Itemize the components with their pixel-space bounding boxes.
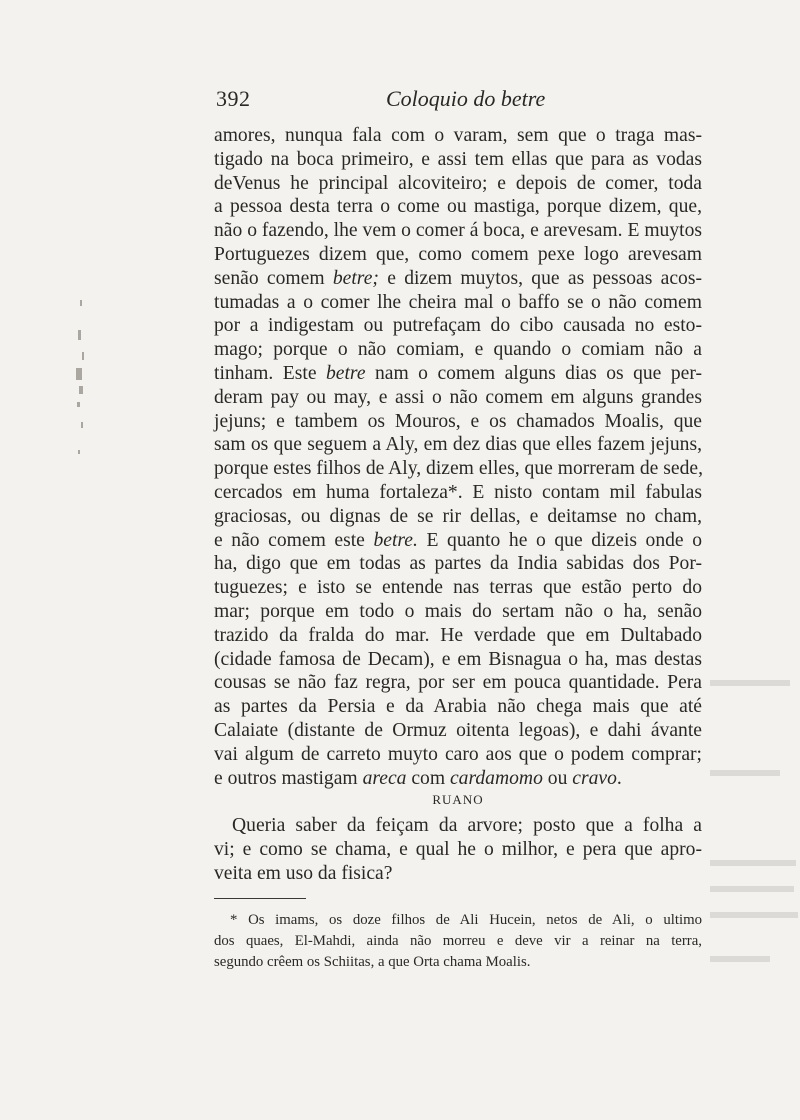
text-line: vi; e como se chama, e qual he o milhor, e pera que apro-	[214, 839, 702, 860]
text-line: amores, nunqua fala com o varam, sem que o traga mas-	[214, 125, 702, 146]
text-line: jejuns; e tambem os Mouros, e os chamados Moalis, que	[214, 410, 702, 432]
page-number: 392	[216, 86, 251, 111]
page-header	[216, 86, 700, 116]
text-line: deVenus he principal alcoviteiro; e depois de comer, toda	[214, 172, 702, 194]
speech-paragraph	[214, 814, 702, 886]
italic-term: cravo	[572, 767, 617, 789]
footnote-divider	[214, 898, 306, 899]
text-line: e outros mastigam areca com cardamomo ou cravo.	[214, 767, 622, 789]
text-line: ha, digo que em todas as partes da India sabidas dos Por-	[214, 553, 702, 575]
italic-term: betre	[325, 362, 366, 384]
footnote-line: dos quaes, El-Mahdi, ainda não morreu e deve vir a reinar na terra,	[214, 933, 702, 949]
text-line: a pessoa desta terra o come ou mastiga, porque dizem, que,	[214, 196, 702, 218]
footnote-line: segundo crêem os Schiitas, a que Orta chama Moalis.	[214, 954, 531, 970]
running-head: Coloquio do betre	[386, 86, 546, 111]
text-line: tumadas a o comer lhe cheira mal o baffo se o não comem	[214, 291, 702, 313]
text-line: senão comem betre; e dizem muytos, que as pessoas acos-	[214, 267, 702, 289]
text-line: Portuguezes dizem que, como comem pexe logo arevesam	[214, 243, 702, 265]
body-paragraph	[214, 124, 702, 790]
text-line: porque estes filhos de Aly, dizem elles, que morreram de sede,	[214, 458, 703, 480]
text-line: graciosas, ou dignas de se rir dellas, e deitamse no cham,	[214, 505, 702, 527]
text-line: as partes da Persia e da Arabia não chega mais que até	[214, 696, 702, 718]
italic-term: cardamomo	[449, 767, 543, 789]
italic-term: betre;	[332, 267, 379, 289]
text-line: (cidade famosa de Decam), e em Bisnagua o ha, mas destas	[214, 648, 702, 670]
text-line: sam os que seguem a Aly, em dez dias que elles fazem jejuns,	[214, 434, 702, 456]
text-line: mago; porque o não comiam, e quando o comiam não a	[214, 339, 702, 361]
text-line: Calaiate (distante de Ormuz oitenta legoas), e dahi ávante	[214, 719, 702, 741]
text-line: e não comem este betre. E quanto he o que dizeis onde o	[214, 529, 703, 551]
italic-term: areca	[362, 767, 407, 789]
text-line: trazido da fralda do mar. He verdade que em Dultabado	[214, 624, 702, 646]
text-line: tinham. Este betre nam o comem alguns dias os que per-	[214, 362, 702, 384]
footnote	[214, 910, 702, 973]
text-line: veita em uso da fisica?	[214, 863, 393, 884]
show-through-text	[710, 660, 800, 980]
text-line: por a indigestam ou putrefaçam do cibo causada no esto-	[214, 315, 702, 337]
text-line: tuguezes; e isto se entende nas terras que estão perto do	[214, 577, 702, 599]
text-line: deram pay ou may, e assi o não comem em alguns grandes	[214, 386, 702, 408]
italic-term: betre.	[373, 529, 418, 551]
margin-stain-marks	[66, 290, 96, 490]
text-line: tigado na boca primeiro, e assi tem ellas que para as vodas	[214, 148, 702, 170]
text-line: Queria saber da feiçam da arvore; posto que a folha a	[232, 815, 702, 836]
speaker-name: RUANO	[432, 792, 484, 807]
text-line: cousas se não faz regra, por ser em pouca quantidade. Pera	[214, 672, 702, 694]
text-line: vai algum de carreto muyto caro aos que o podem comprar;	[214, 743, 702, 765]
text-line: cercados em huma fortaleza*. E nisto contam mil fabulas	[214, 481, 702, 503]
text-line: mar; porque em todo o mais do sertam não o ha, senão	[214, 600, 702, 622]
footnote-line: * Os imams, os doze filhos de Ali Hucein, netos de Ali, o ultimo	[230, 912, 702, 928]
text-line: não o fazendo, lhe vem o comer á boca, e arevesam. E muytos	[214, 220, 703, 242]
